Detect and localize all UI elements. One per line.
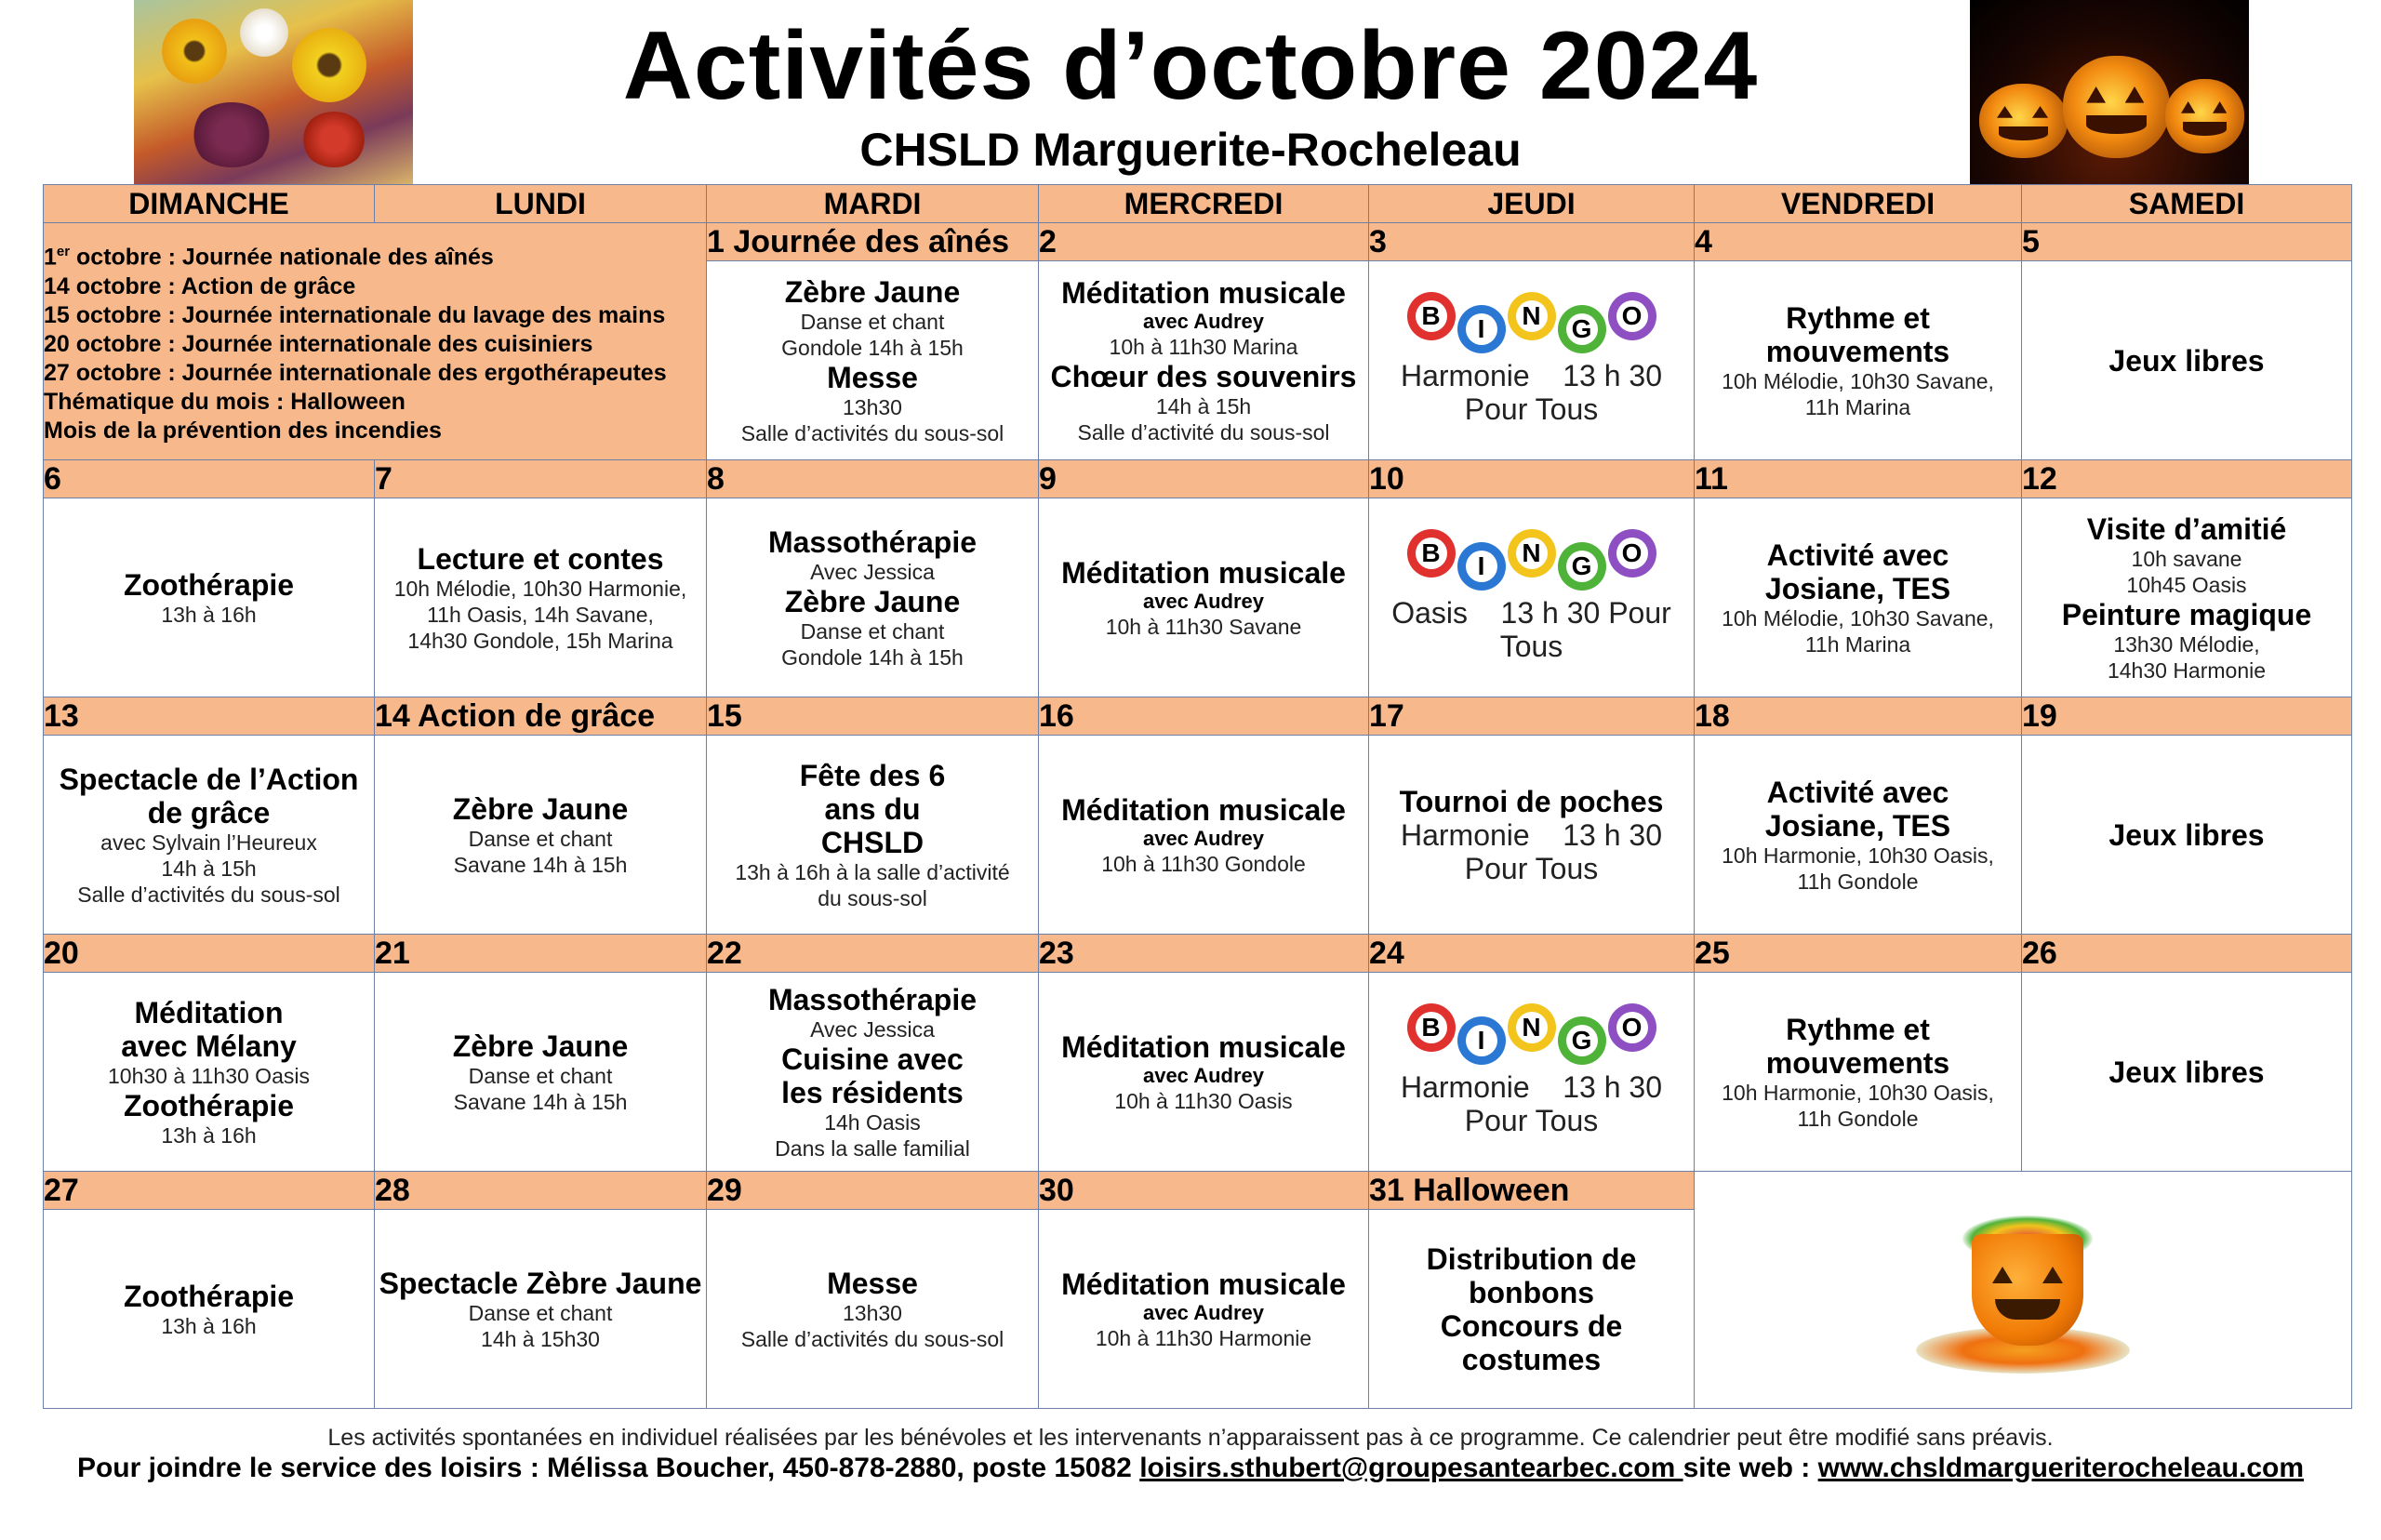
bingo-ball: G (1558, 1016, 1606, 1065)
bingo-ball: G (1558, 305, 1606, 353)
day-cell: Méditation musicale avec Audrey 10h à 11h30 Harmonie (1039, 1210, 1369, 1409)
day-names-row (44, 185, 2352, 223)
day-cell: Rythme et mouvements 10h Harmonie, 10h30 Oasis, 11h Gondole (1695, 973, 2022, 1172)
email-link[interactable]: loisirs.sthubert@groupesantearbec.com (1139, 1453, 1683, 1483)
day-cell: Zèbre Jaune Danse et chant Gondole 14h à 15h Messe 13h30 Salle d’activités du sous-sol (707, 261, 1039, 460)
day-cell: Massothérapie Avec Jessica Zèbre Jaune Danse et chant Gondole 14h à 15h (707, 498, 1039, 697)
day-cell: Zèbre Jaune Danse et chant Savane 14h à 15h (375, 736, 707, 935)
day-number: 12 (2022, 460, 2352, 498)
bingo-ball: N (1508, 529, 1556, 578)
note-line: 15 octobre : Journée internationale du lavage des mains (44, 301, 666, 328)
day-number: 27 (44, 1172, 375, 1210)
website-link[interactable]: www.chsldmargueriterocheleau.com (1817, 1453, 2305, 1483)
note-line: Thématique du mois : Halloween (44, 388, 406, 415)
day-cell: Méditation avec Mélany 10h30 à 11h30 Oasis Zoothérapie 13h à 16h (44, 973, 375, 1172)
bingo-logo (1369, 296, 1694, 353)
day-number: 22 (707, 935, 1039, 973)
day-cell: B I N G O Harmonie 13 h 30 Pour Tous (1369, 261, 1695, 460)
day-number: 10 (1369, 460, 1695, 498)
day-cell: Méditation musicale avec Audrey 10h à 11h30 Gondole (1039, 736, 1369, 935)
bingo-ball: O (1608, 529, 1656, 578)
day-number: 9 (1039, 460, 1369, 498)
bingo-ball: I (1457, 305, 1506, 353)
day-name: MARDI (707, 185, 1039, 223)
day-number: 5 (2022, 223, 2352, 261)
day-name: VENDREDI (1695, 185, 2022, 223)
day-cell: Rythme et mouvements 10h Mélodie, 10h30 Savane, 11h Marina (1695, 261, 2022, 460)
bingo-ball: B (1407, 1003, 1456, 1052)
day-cell: Zoothérapie 13h à 16h (44, 1210, 375, 1409)
day-number: 18 (1695, 697, 2022, 736)
bingo-ball: G (1558, 542, 1606, 591)
day-number: 2 (1039, 223, 1369, 261)
day-cell: Méditation musicale avec Audrey 10h à 11h30 Marina Chœur des souvenirs 14h à 15h Salle d’activité du sous-sol (1039, 261, 1369, 460)
day-number: 21 (375, 935, 707, 973)
week-4-body-row (44, 973, 2352, 1172)
week-2-body-row (44, 498, 2352, 697)
day-cell: B I N G O Harmonie 13 h 30 Pour Tous (1369, 973, 1695, 1172)
day-cell: Lecture et contes 10h Mélodie, 10h30 Harmonie, 11h Oasis, 14h Savane, 14h30 Gondole, 15h Marina (375, 498, 707, 697)
day-number: 4 (1695, 223, 2022, 261)
day-name: JEUDI (1369, 185, 1695, 223)
pumpkin-icon (2165, 79, 2244, 153)
candy-bucket-icon (1907, 1197, 2139, 1383)
week-4-number-row (44, 935, 2352, 973)
note-line: 27 octobre : Journée internationale des ergothérapeutes (44, 359, 667, 386)
halloween-candy-image (1695, 1172, 2352, 1409)
day-number: 19 (2022, 697, 2352, 736)
day-number: 16 (1039, 697, 1369, 736)
bingo-logo (1369, 1007, 1694, 1065)
day-name: DIMANCHE (44, 185, 375, 223)
week-1-number-row (44, 223, 2352, 261)
bingo-ball: I (1457, 1016, 1506, 1065)
day-cell: Activité avec Josiane, TES 10h Harmonie, 10h30 Oasis, 11h Gondole (1695, 736, 2022, 935)
week-3-number-row (44, 697, 2352, 736)
day-number: 13 (44, 697, 375, 736)
day-number: 3 (1369, 223, 1695, 261)
day-number: 30 (1039, 1172, 1369, 1210)
day-number: 14 Action de grâce (375, 697, 707, 736)
bingo-ball: I (1457, 542, 1506, 591)
bingo-ball: B (1407, 292, 1456, 340)
day-cell: Activité avec Josiane, TES 10h Mélodie, 10h30 Savane, 11h Marina (1695, 498, 2022, 697)
note-line: 20 octobre : Journée internationale des cuisiniers (44, 330, 593, 357)
day-cell: Méditation musicale avec Audrey 10h à 11h30 Oasis (1039, 973, 1369, 1172)
bingo-ball: N (1508, 1003, 1556, 1052)
day-cell: Visite d’amitié 10h savane 10h45 Oasis Peinture magique 13h30 Mélodie, 14h30 Harmonie (2022, 498, 2352, 697)
note-line: 1er octobre : Journée nationale des aînés (44, 244, 494, 271)
day-number: 8 (707, 460, 1039, 498)
day-cell: Distribution de bonbons Concours de costumes (1369, 1210, 1695, 1409)
day-cell: Spectacle Zèbre Jaune Danse et chant 14h à 15h30 (375, 1210, 707, 1409)
bingo-ball: B (1407, 529, 1456, 578)
page-header (0, 0, 2381, 184)
contact-text: Pour joindre le service des loisirs : Mélissa Boucher, 450-878-2880, poste 15082 (76, 1453, 1140, 1483)
day-cell: Jeux libres (2022, 736, 2352, 935)
day-number: 28 (375, 1172, 707, 1210)
day-number: 1 Journée des aînés (707, 223, 1039, 261)
day-number: 11 (1695, 460, 2022, 498)
day-cell: Fête des 6 ans du CHSLD 13h à 16h à la salle d’activité du sous-sol (707, 736, 1039, 935)
day-cell: Spectacle de l’Action de grâce avec Sylvain l’Heureux 14h à 15h Salle d’activités du sous-sol (44, 736, 375, 935)
day-number: 24 (1369, 935, 1695, 973)
day-cell: Zoothérapie 13h à 16h (44, 498, 375, 697)
day-cell: B I N G O Oasis 13 h 30 Pour Tous (1369, 498, 1695, 697)
day-number: 31 Halloween (1369, 1172, 1695, 1210)
note-line: Mois de la prévention des incendies (44, 417, 442, 444)
day-number: 25 (1695, 935, 2022, 973)
halloween-pumpkins-image (1970, 0, 2249, 184)
bingo-logo (1369, 533, 1694, 591)
bingo-ball: O (1608, 292, 1656, 340)
day-number: 26 (2022, 935, 2352, 973)
day-number: 7 (375, 460, 707, 498)
day-cell: Zèbre Jaune Danse et chant Savane 14h à 15h (375, 973, 707, 1172)
bingo-ball: O (1608, 1003, 1656, 1052)
day-cell: Tournoi de poches Harmonie 13 h 30 Pour Tous (1369, 736, 1695, 935)
pumpkin-icon (1979, 84, 2068, 158)
note-line: 14 octobre : Action de grâce (44, 272, 356, 299)
day-number: 15 (707, 697, 1039, 736)
day-name: LUNDI (375, 185, 707, 223)
week-5-number-row (44, 1172, 2352, 1210)
day-cell: Jeux libres (2022, 261, 2352, 460)
week-2-number-row (44, 460, 2352, 498)
day-cell: Messe 13h30 Salle d’activités du sous-sol (707, 1210, 1039, 1409)
day-number: 17 (1369, 697, 1695, 736)
day-cell: Méditation musicale avec Audrey 10h à 11h30 Savane (1039, 498, 1369, 697)
day-name: MERCREDI (1039, 185, 1369, 223)
site-label: site web : (1683, 1453, 1818, 1483)
day-name: SAMEDI (2022, 185, 2352, 223)
week-3-body-row (44, 736, 2352, 935)
day-cell: Jeux libres (2022, 973, 2352, 1172)
bingo-ball: N (1508, 292, 1556, 340)
day-number: 23 (1039, 935, 1369, 973)
contact-line (0, 1453, 2381, 1484)
disclaimer-text: Les activités spontanées en individuel réalisées par les bénévoles et les intervenants n’apparaissent pas à ce programme. Ce calendrier peut être modifié sans préavis. (327, 1425, 2054, 1451)
page-subtitle: CHSLD Marguerite-Rocheleau (859, 124, 1522, 176)
special-days-notes (44, 223, 707, 460)
day-number: 20 (44, 935, 375, 973)
day-cell: Massothérapie Avec Jessica Cuisine avec les résidents 14h Oasis Dans la salle familial (707, 973, 1039, 1172)
calendar-table (43, 184, 2352, 1409)
day-number: 6 (44, 460, 375, 498)
day-number: 29 (707, 1172, 1039, 1210)
pumpkin-icon (2063, 56, 2170, 158)
page-title: Activités d’octobre 2024 (622, 12, 1759, 120)
